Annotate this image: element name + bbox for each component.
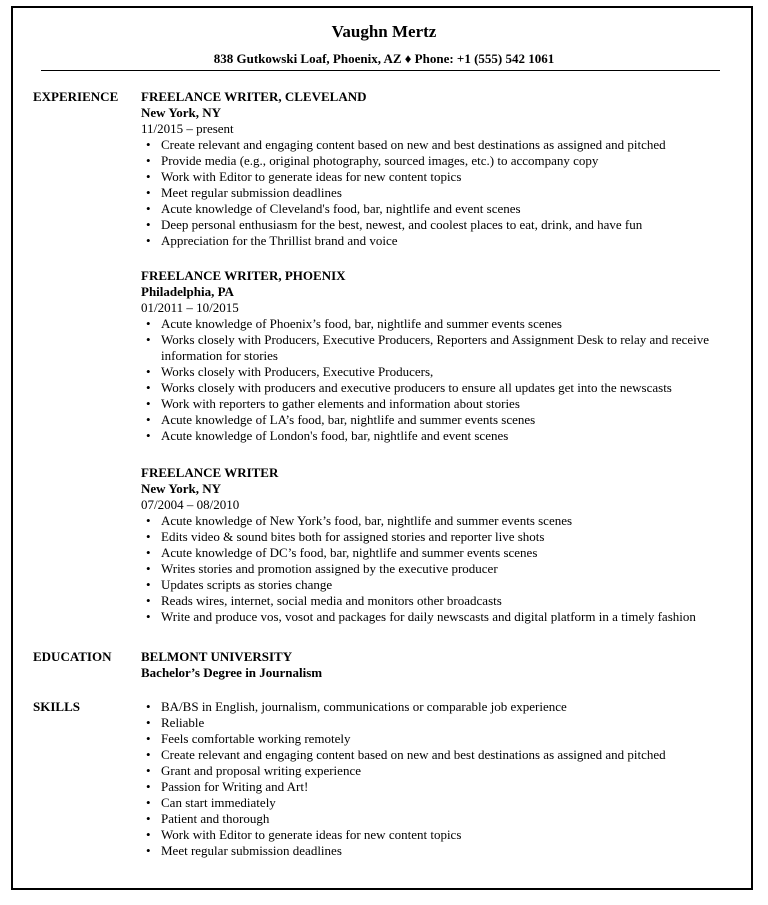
list-item: • Can start immediately bbox=[141, 795, 731, 811]
job-location: New York, NY bbox=[141, 481, 222, 496]
list-item: • Passion for Writing and Art! bbox=[141, 779, 731, 795]
list-item: • Deep personal enthusiasm for the best, newest, and coolest places to eat, drink, and have fun bbox=[141, 217, 731, 233]
candidate-name: Vaughn Mertz bbox=[331, 22, 437, 41]
list-item: • Works closely with Producers, Executive Producers, bbox=[141, 364, 731, 380]
list-item: • Meet regular submission deadlines bbox=[141, 185, 731, 201]
degree: Bachelor’s Degree in Journalism bbox=[141, 665, 323, 680]
job-entry bbox=[141, 89, 731, 249]
job-title: FREELANCE WRITER, PHOENIX bbox=[141, 268, 346, 283]
list-item: • Acute knowledge of DC’s food, bar, nightlife and summer events scenes bbox=[141, 545, 731, 561]
skills-bullets bbox=[141, 699, 731, 859]
contact-line: 838 Gutkowski Loaf, Phoenix, AZ ♦ Phone: +1 (555) 542 1061 bbox=[213, 51, 555, 66]
header-divider bbox=[41, 70, 720, 71]
job-bullets bbox=[141, 137, 731, 249]
job-bullets bbox=[141, 513, 731, 625]
list-item: • Create relevant and engaging content based on new and best destinations as assigned and pitched bbox=[141, 137, 731, 153]
list-item: • Create relevant and engaging content based on new and best destinations as assigned and pitched bbox=[141, 747, 731, 763]
list-item: • Write and produce vos, vosot and packages for daily newscasts and digital platform in a timely fashion bbox=[141, 609, 731, 625]
list-item: • Writes stories and promotion assigned by the executive producer bbox=[141, 561, 731, 577]
section-label-education: EDUCATION bbox=[33, 649, 112, 664]
education-entry bbox=[141, 649, 731, 681]
list-item: • Acute knowledge of New York’s food, bar, nightlife and summer events scenes bbox=[141, 513, 731, 529]
job-location: Philadelphia, PA bbox=[141, 284, 234, 299]
list-item: • Meet regular submission deadlines bbox=[141, 843, 731, 859]
job-location: New York, NY bbox=[141, 105, 222, 120]
list-item: • Feels comfortable working remotely bbox=[141, 731, 731, 747]
list-item: • Acute knowledge of LA’s food, bar, nightlife and summer events scenes bbox=[141, 412, 731, 428]
list-item: • Acute knowledge of Cleveland's food, bar, nightlife and event scenes bbox=[141, 201, 731, 217]
school-name: BELMONT UNIVERSITY bbox=[141, 649, 293, 664]
list-item: • Patient and thorough bbox=[141, 811, 731, 827]
list-item: • BA/BS in English, journalism, communications or comparable job experience bbox=[141, 699, 731, 715]
list-item: • Appreciation for the Thrillist brand and voice bbox=[141, 233, 731, 249]
job-bullets bbox=[141, 316, 731, 444]
list-item: • Works closely with Producers, Executive Producers, Reporters and Assignment Desk to relay and receive information for stories bbox=[141, 332, 731, 364]
list-item: • Acute knowledge of London's food, bar, nightlife and event scenes bbox=[141, 428, 731, 444]
list-item: • Provide media (e.g., original photography, sourced images, etc.) to accompany copy bbox=[141, 153, 731, 169]
list-item: • Grant and proposal writing experience bbox=[141, 763, 731, 779]
list-item: • Work with Editor to generate ideas for new content topics bbox=[141, 827, 731, 843]
list-item: • Reliable bbox=[141, 715, 731, 731]
list-item: • Work with Editor to generate ideas for new content topics bbox=[141, 169, 731, 185]
list-item: • Reads wires, internet, social media and monitors other broadcasts bbox=[141, 593, 731, 609]
job-entry bbox=[141, 465, 731, 625]
section-label-skills: SKILLS bbox=[33, 699, 80, 714]
job-entry bbox=[141, 268, 731, 444]
list-item: • Updates scripts as stories change bbox=[141, 577, 731, 593]
job-title: FREELANCE WRITER bbox=[141, 465, 279, 480]
job-dates: 01/2011 – 10/2015 bbox=[141, 300, 239, 315]
job-dates: 11/2015 – present bbox=[141, 121, 234, 136]
job-title: FREELANCE WRITER, CLEVELAND bbox=[141, 89, 367, 104]
list-item: • Work with reporters to gather elements and information about stories bbox=[141, 396, 731, 412]
skills-list bbox=[141, 699, 731, 859]
list-item: • Acute knowledge of Phoenix’s food, bar, nightlife and summer events scenes bbox=[141, 316, 731, 332]
job-dates: 07/2004 – 08/2010 bbox=[141, 497, 240, 512]
list-item: • Edits video & sound bites both for assigned stories and reporter live shots bbox=[141, 529, 731, 545]
list-item: • Works closely with producers and executive producers to ensure all updates get into the newscasts bbox=[141, 380, 731, 396]
section-label-experience: EXPERIENCE bbox=[33, 89, 119, 104]
